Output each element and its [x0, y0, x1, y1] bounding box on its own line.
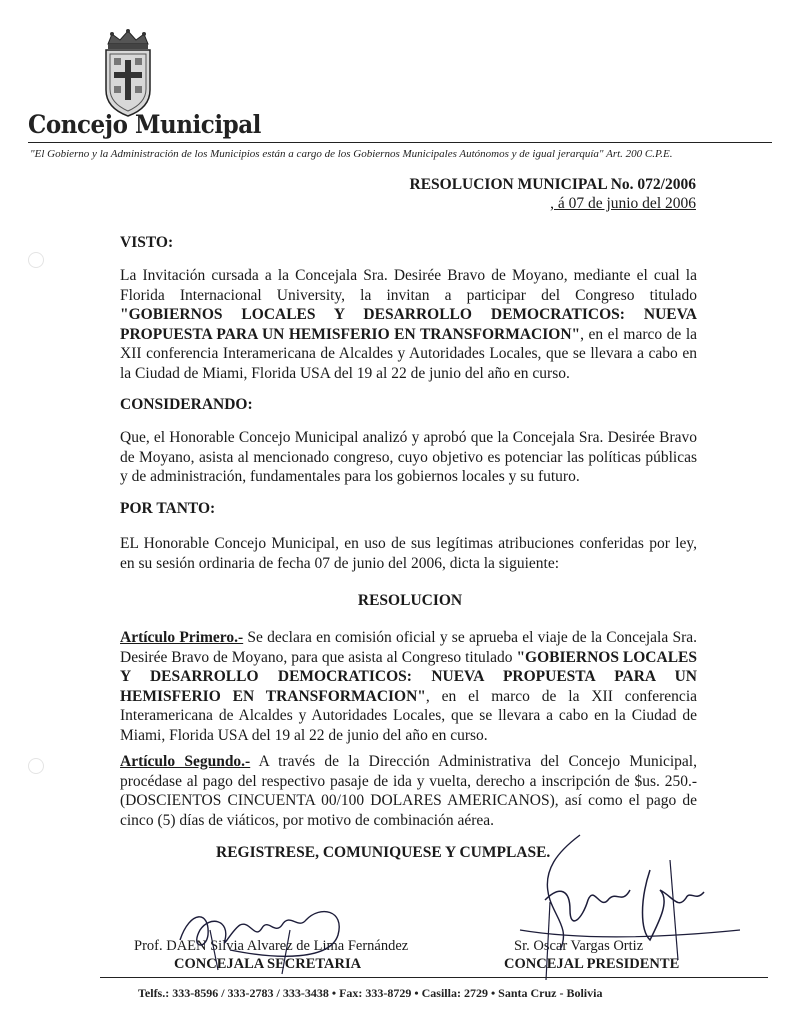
punch-hole-mark [28, 758, 44, 774]
articulo-primero-text-a: Se declara en comisión oficial y se aprueba el viaje de la Concejala Sra. Desirée Bravo de Moyano, para que asista al Congreso titulado [120, 629, 697, 666]
articulo-segundo-text: A través de la Dirección Administrativa del Concejo Municipal, procédase al pago del respectivo pasaje de ida y vuelta, derecho a inscripción de $us. 250.- (DOSCIENTOS CINCUENTA 00/100 DOLARES AMERICANOS), así como el pago de cinco (5) días de viáticos, por motivo de combinación aérea. [120, 753, 697, 829]
resolution-date: , á 07 de junio del 2006 [550, 195, 696, 212]
considerando-paragraph: Que, el Honorable Concejo Municipal analizó y aprobó que la Concejala Sra. Desirée Bravo de Moyano, asista al mencionado congreso, cuyo objetivo es potenciar las políticas públicas y de administración, fundamentales para los gobiernos locales y su futuro. [120, 429, 697, 485]
articulo-primero [120, 628, 697, 745]
resolution-title: RESOLUCION MUNICIPAL No. 072/2006 [409, 176, 696, 193]
header-divider [28, 142, 772, 143]
visto-text-a: La Invitación cursada a la Concejala Sra. Desirée Bravo de Moyano, mediante el cual la Florida Internacional University, la invitan a participar del Congreso titulado [120, 267, 697, 304]
right-signatory-name: Sr. Oscar Vargas Ortiz [514, 938, 644, 954]
por-tanto-heading: POR TANTO: [120, 500, 216, 517]
coat-of-arms-icon [100, 28, 156, 120]
left-signatory-title: CONCEJALA SECRETARIA [174, 956, 362, 972]
header-motto: "El Gobierno y la Administración de los Municipios están a cargo de los Gobiernos Municipales Autónomos y de igual jerarquía" Art. 200 C.P.E. [30, 148, 673, 160]
punch-hole-mark [28, 252, 44, 268]
congress-title: "GOBIERNOS LOCALES Y DESARROLLO DEMOCRATICOS: NUEVA PROPUESTA PARA UN HEMISFERIO EN TRANSFORMACION" [120, 306, 697, 343]
resolucion-heading: RESOLUCION [357, 592, 463, 609]
closing-statement: REGISTRESE, COMUNIQUESE Y CUMPLASE. [216, 844, 551, 861]
visto-heading: VISTO: [120, 234, 174, 251]
articulo-segundo-label: Artículo Segundo.- [120, 753, 251, 770]
organization-name: Concejo Municipal [28, 110, 261, 139]
footer-contact: Telfs.: 333-8596 / 333-2783 / 333-3438 • Fax: 333-8729 • Casilla: 2729 • Santa Cruz - Bolivia [138, 986, 603, 1000]
articulo-primero-text-b: , en el marco de la XII conferencia Interamericana de Alcaldes y Autoridades Locales, que se llevara a cabo en la Ciudad de Miami, Florida USA del 19 al 22 de junio del año en curso. [120, 687, 698, 744]
articulo-segundo [120, 752, 697, 830]
resolution-header [410, 176, 697, 213]
por-tanto-paragraph: EL Honorable Concejo Municipal, en uso de sus legítimas atribuciones conferidas por ley, en su sesión ordinaria de fecha 07 de junio del 2006, dicta la siguiente: [120, 535, 697, 572]
right-signatory-title: CONCEJAL PRESIDENTE [504, 956, 680, 972]
articulo-primero-label: Artículo Primero.- [120, 629, 244, 646]
footer-divider [100, 977, 768, 978]
considerando-heading: CONSIDERANDO: [120, 396, 253, 413]
visto-paragraph [120, 266, 697, 383]
articulo-primero-congress-title: "GOBIERNOS LOCALES Y DESARROLLO DEMOCRATICOS: NUEVA PROPUESTA PARA UN HEMISFERIO EN TRANSFORMACION" [120, 648, 697, 705]
left-signatory-name: Prof. DAEN Silvia Alvarez de Lima Fernández [134, 938, 409, 954]
visto-text-b: , en el marco de la XII conferencia Interamericana de Alcaldes y Autoridades Locales, que se llevara a cabo en la Ciudad de Miami, Florida USA del 19 al 22 de junio del año en curso. [120, 325, 697, 382]
